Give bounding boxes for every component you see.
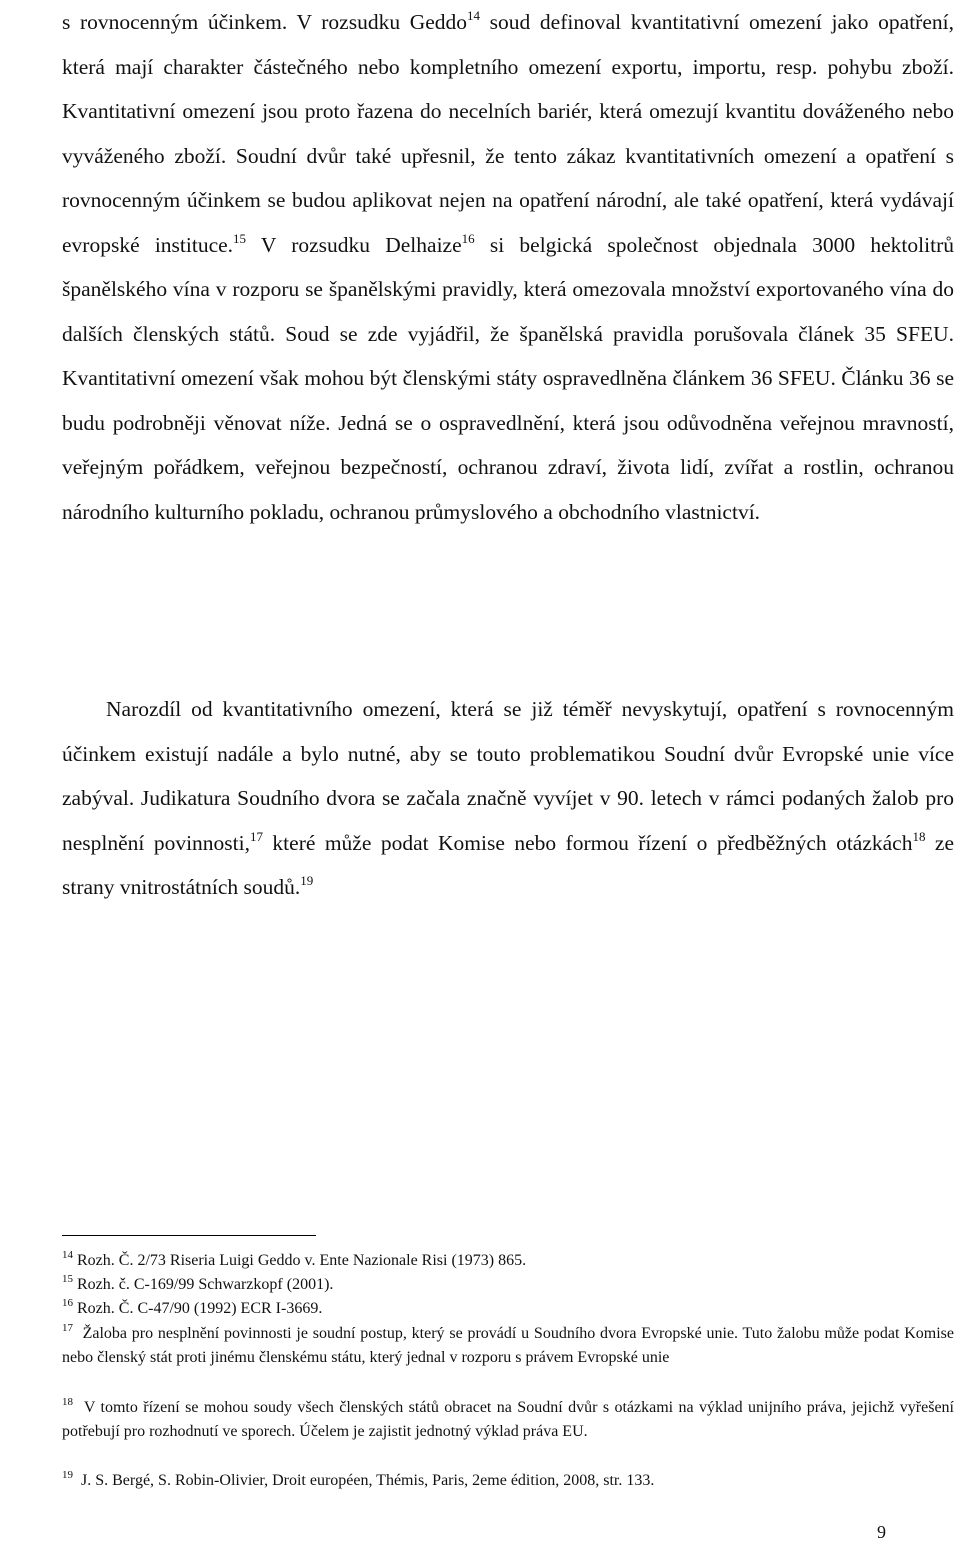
- footnote-number: 19: [62, 1469, 73, 1481]
- body-text: V rozsudku Delhaize: [246, 232, 462, 257]
- page-number: 9: [877, 1522, 886, 1542]
- footnote-16: [62, 1297, 954, 1321]
- footnote-ref-15[interactable]: 15: [233, 230, 247, 246]
- footnote-number: 17: [62, 1322, 73, 1334]
- footnote-ref-18[interactable]: 18: [912, 828, 926, 844]
- body-text: které může podat Komise nebo formou řízení o předběžných otázkách: [263, 830, 913, 855]
- footnote-number: 16: [62, 1297, 73, 1309]
- footnote-text: V tomto řízení se mohou soudy všech členských států obracet na Soudní dvůr s otázkami na výklad unijního práva, jejichž vyřešení potřebují pro rozhodnutí ve sporech. Účelem je zajistit jednotný výklad práva EU.: [62, 1399, 954, 1440]
- footnote-text: Žaloba pro nesplnění povinnosti je soudní postup, který se provádí u Soudního dvora Evropské unie. Tuto žalobu může podat Komise nebo členský stát proti jinému členskému státu, který jednal v rozporu s právem Evropské unie: [62, 1325, 954, 1366]
- footnote-text: J. S. Bergé, S. Robin-Olivier, Droit européen, Thémis, Paris, 2eme édition, 2008, str. 133.: [81, 1472, 655, 1489]
- footnote-number: 14: [62, 1249, 73, 1261]
- footnote-15: [62, 1273, 954, 1297]
- body-text: Narozdíl od kvantitativního omezení, která se již téměř nevyskytují, opatření s rovnocenným účinkem existují nadále a bylo nutné, aby se touto problematikou Soudní dvůr Evropské unie více zabýval. Judikatura Soudního dvora se začala značně vyvíjet v 90. letech v rámci podaných žalob pro nesplnění povinnosti,: [62, 697, 954, 855]
- footnote-number: 15: [62, 1273, 73, 1285]
- body-paragraph-2: [62, 687, 954, 910]
- footnote-text: Rozh. č. C-169/99 Schwarzkopf (2001).: [77, 1276, 334, 1293]
- body-text: si belgická společnost objednala 3000 hektolitrů španělského vína v rozporu se španělskými pravidly, která omezovala množství exportovaného vína do dalších členských států. Soud se zde vyjádřil, že španělská pravidla porušovala článek 35 SFEU. Kvantitativní omezení však mohou být členskými státy ospravedlněna článkem 36 SFEU. Článku 36 se budu podrobněji věnovat níže. Jedná se o ospravedlnění, která jsou odůvodněna veřejnou mravností, veřejným pořádkem, veřejnou bezpečností, ochranou zdraví, života lidí, zvířat a rostlin, ochranou národního kulturního pokladu, ochranou průmyslového a obchodního vlastnictví.: [62, 232, 954, 524]
- footnote-text: Rozh. Č. 2/73 Riseria Luigi Geddo v. Ente Nazionale Risi (1973) 865.: [77, 1252, 527, 1269]
- footnote-number: 18: [62, 1396, 73, 1408]
- footnote-18: [62, 1396, 954, 1444]
- body-text: s rovnocenným účinkem. V rozsudku Geddo: [62, 10, 468, 34]
- footnote-14: [62, 1249, 954, 1273]
- body-text: ze strany vnitrostátních soudů.: [62, 830, 954, 899]
- footnote-text: Rozh. Č. C-47/90 (1992) ECR I-3669.: [77, 1300, 323, 1317]
- body-text: soud definoval kvantitativní omezení jako opatření, která mají charakter částečného nebo kompletního omezení exportu, importu, resp. pohybu zboží. Kvantitativní omezení jsou proto řazena do necelních bariér, která omezují kvantitu dováženého nebo vyváženého zboží. Soudní dvůr také upřesnil, že tento zákaz kvantitativních omezení a opatření s rovnocenným účinkem se budou aplikovat nejen na opatření národní, ale také opatření, která vydávají evropské instituce.: [62, 10, 954, 257]
- footnote-separator: [62, 1235, 316, 1236]
- footnote-17: [62, 1322, 954, 1370]
- footnote-ref-16[interactable]: 16: [461, 230, 475, 246]
- footnote-ref-17[interactable]: 17: [250, 828, 263, 844]
- footnote-ref-19[interactable]: 19: [300, 873, 314, 888]
- footnote-ref-14[interactable]: 14: [467, 8, 481, 23]
- body-paragraph-1: [62, 0, 954, 534]
- footnote-19: [62, 1469, 954, 1493]
